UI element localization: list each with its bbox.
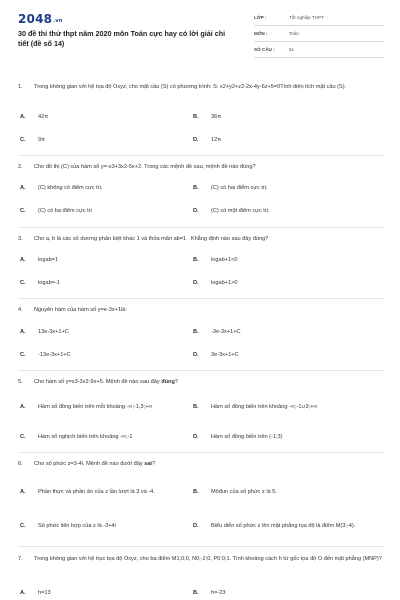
divider	[18, 370, 384, 371]
meta-row-class	[254, 10, 384, 26]
answer-option-5d[interactable]: D. Hàm số đồng biến trên (-1;3)	[193, 434, 283, 440]
question-text	[18, 555, 384, 565]
meta-value: Tốt nghiệp THPT	[289, 15, 324, 20]
question-number: 6.	[18, 461, 23, 467]
answer-option-1d[interactable]: D. 12π	[193, 137, 222, 143]
meta-row-count	[254, 42, 384, 58]
question-1	[18, 83, 384, 93]
divider	[18, 155, 384, 156]
question-text	[18, 460, 384, 470]
answer-option-3a[interactable]: A. logab=1	[20, 257, 59, 263]
meta-key: SỐ CÂU :	[254, 47, 275, 52]
answer-option-3d[interactable]: D. logab+1>0	[193, 280, 238, 286]
answer-option-1b[interactable]: B. 36π	[193, 114, 222, 120]
page-header	[18, 10, 384, 60]
question-number: 7.	[18, 556, 23, 562]
question-number: 1.	[18, 84, 23, 90]
question-6	[18, 460, 384, 470]
divider	[18, 546, 384, 547]
answer-option-2b[interactable]: B. (C) có hai điểm cực trị.	[193, 185, 268, 191]
divider	[18, 298, 384, 299]
answer-option-6b[interactable]: B. Môđun của số phức z là 5.	[193, 489, 277, 495]
answer-option-4a[interactable]: A. 13e-3x+1+C	[20, 329, 69, 335]
answer-option-6d[interactable]: D. Biểu diễn số phức z lên mặt phẳng tọa độ là điểm M(3;-4).	[193, 523, 356, 529]
question-emphasis: đúng	[161, 379, 175, 385]
question-text	[18, 378, 384, 388]
question-number: 3.	[18, 236, 23, 242]
question-emphasis: sai	[144, 461, 152, 467]
answer-option-5b[interactable]: B. Hàm số đồng biến trên khoảng -∞;-1∪3;+∞	[193, 404, 318, 410]
question-body: Trong không gian với hệ tọa độ Oxyz, cho mặt cầu (S) có phương trình: S: x2+y2+z2-2x-4y-6z+5=0Tính diện tích mặt cầu (S).	[34, 84, 347, 90]
answer-option-7b[interactable]: B. h=-23	[193, 590, 226, 596]
answer-option-1a[interactable]: A. 42π	[20, 114, 49, 120]
answer-option-3c[interactable]: C. logab=-1	[20, 280, 60, 286]
question-body: Cho đồ thị (C) của hàm số y=-x3+3x2-5x+2. Trong các mệnh đề sau, mệnh đề nào đúng?	[34, 164, 256, 170]
answer-option-1c[interactable]: C. 9π	[20, 137, 45, 143]
question-number: 5.	[18, 379, 23, 385]
answer-option-4b[interactable]: B. -3e-3x+1+C	[193, 329, 241, 335]
question-body: Trong không gian với hệ trục tọa độ Oxyz, cho ba điểm M1;0;0, N0;-2;0, P0;0;1. Tính khoảng cách h từ gốc tọa độ O đến mặt phẳng (MNP)?	[34, 556, 382, 562]
answer-option-4d[interactable]: D. 3e-3x+1+C	[193, 352, 239, 358]
page-title: 30 đề thi thử thpt năm 2020 môn Toán cực hay có lời giải chi tiết (đề số 14)	[18, 29, 226, 48]
question-text	[18, 83, 384, 93]
question-5	[18, 378, 384, 388]
question-text	[18, 306, 384, 316]
question-4	[18, 306, 384, 316]
meta-value: Toán	[289, 31, 299, 36]
question-body: Nguyên hàm của hàm số y=e-3x+1là:	[34, 307, 127, 313]
answer-option-3b[interactable]: B. logab+1<0	[193, 257, 238, 263]
answer-option-2c[interactable]: C. (C) có ba điểm cực trị	[20, 208, 92, 214]
question-body-end: ?	[151, 461, 156, 467]
question-body: Cho số phức z=3-4i. Mệnh đề nào dưới đây	[34, 461, 145, 467]
question-body: Cho a, b là các số dương phân biệt khác 1 và thỏa mãn ab=1 . Khẳng định nào sau đây đúng?	[34, 236, 269, 242]
answer-option-6a[interactable]: A. Phần thực và phần ảo của z lần lượt là 3 và -4.	[20, 489, 155, 495]
question-body-end: ?	[174, 379, 178, 385]
question-7	[18, 555, 384, 565]
answer-option-5c[interactable]: C. Hàm số nghịch biến trên khoảng -∞;-1	[20, 434, 133, 440]
question-3	[18, 235, 384, 245]
answer-option-6c[interactable]: C. Số phức liên hợp của z là -3+4i	[20, 523, 116, 529]
answer-option-7a[interactable]: A. h=13	[20, 590, 51, 596]
meta-info	[254, 10, 384, 58]
answer-option-4c[interactable]: C. -13e-3x+1+C	[20, 352, 71, 358]
answer-option-2a[interactable]: A. (C) không có điểm cực trị.	[20, 185, 103, 191]
question-number: 4.	[18, 307, 23, 313]
answer-option-2d[interactable]: D. (C) có một điểm cực trị.	[193, 208, 270, 214]
question-text	[18, 235, 384, 245]
meta-key: MÔN :	[254, 31, 268, 36]
meta-value: 51	[289, 47, 295, 52]
divider	[18, 227, 384, 228]
divider	[18, 452, 384, 453]
question-text	[18, 163, 384, 173]
meta-row-subject	[254, 26, 384, 42]
question-body: Cho hàm số y=x3-3x2-9x+5. Mệnh đề nào sau đây	[34, 379, 162, 385]
answer-option-5a[interactable]: A. Hàm số đồng biến trên mỗi khoảng -∞;-1,3;+∞	[20, 404, 153, 410]
site-logo[interactable]: 2048.vn	[18, 12, 63, 26]
meta-key: LỚP :	[254, 15, 267, 20]
question-number: 2.	[18, 164, 23, 170]
question-2	[18, 163, 384, 173]
